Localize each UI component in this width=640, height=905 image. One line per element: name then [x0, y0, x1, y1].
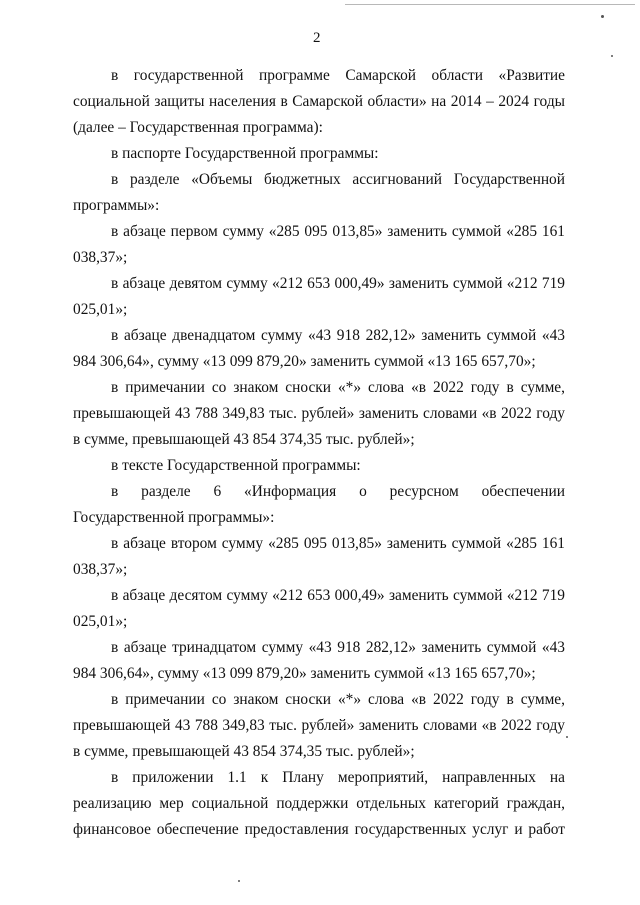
paragraph: в разделе 6 «Информация о ресурсном обеспечении Государственной программы»:	[73, 483, 565, 526]
paragraph: в разделе «Объемы бюджетных ассигнований Государственной программы»:	[73, 171, 565, 214]
scan-speck	[601, 15, 604, 18]
paragraph: в абзаце десятом сумму «212 653 000,49» заменить суммой «212 719 025,01»;	[73, 587, 565, 630]
paragraph: в абзаце втором сумму «285 095 013,85» заменить суммой «285 161 038,37»;	[73, 535, 565, 578]
paragraph: в примечании со знаком сноски «*» слова «в 2022 году в сумме, превышающей 43 788 349,83 тыс. рублей» заменить словами «в 2022 году в сумме, превышающей 43 854 374,35 тыс. рублей»;	[73, 379, 565, 448]
document-body	[73, 63, 565, 843]
paragraph: в абзаце двенадцатом сумму «43 918 282,12» заменить суммой «43 984 306,64», сумму «13 099 879,20» заменить суммой «13 165 657,70»;	[73, 327, 565, 370]
paragraph: в абзаце девятом сумму «212 653 000,49» заменить суммой «212 719 025,01»;	[73, 275, 565, 318]
top-edge-line	[345, 4, 635, 5]
scan-speck	[566, 736, 568, 738]
page-number: 2	[313, 30, 321, 46]
paragraph: в приложении 1.1 к Плану мероприятий, направленных на реализацию мер социальной поддержки отдельных категорий граждан, финансовое обеспечение предоставления государственных услуг и работ	[73, 769, 565, 838]
paragraph: в абзаце первом сумму «285 095 013,85» заменить суммой «285 161 038,37»;	[73, 223, 565, 266]
scan-speck	[238, 880, 240, 882]
paragraph: в тексте Государственной программы:	[111, 457, 361, 474]
paragraph: в государственной программе Самарской области «Развитие социальной защиты населения в Самарской области» на 2014 – 2024 годы (далее – Государственная программа):	[73, 67, 565, 136]
paragraph: в примечании со знаком сноски «*» слова «в 2022 году в сумме, превышающей 43 788 349,83 тыс. рублей» заменить словами «в 2022 году в сумме, превышающей 43 854 374,35 тыс. рублей»;	[73, 691, 565, 760]
paragraph: в паспорте Государственной программы:	[111, 145, 379, 162]
paragraph: в абзаце тринадцатом сумму «43 918 282,12» заменить суммой «43 984 306,64», сумму «13 099 879,20» заменить суммой «13 165 657,70»;	[73, 639, 565, 682]
scan-speck	[611, 55, 613, 57]
